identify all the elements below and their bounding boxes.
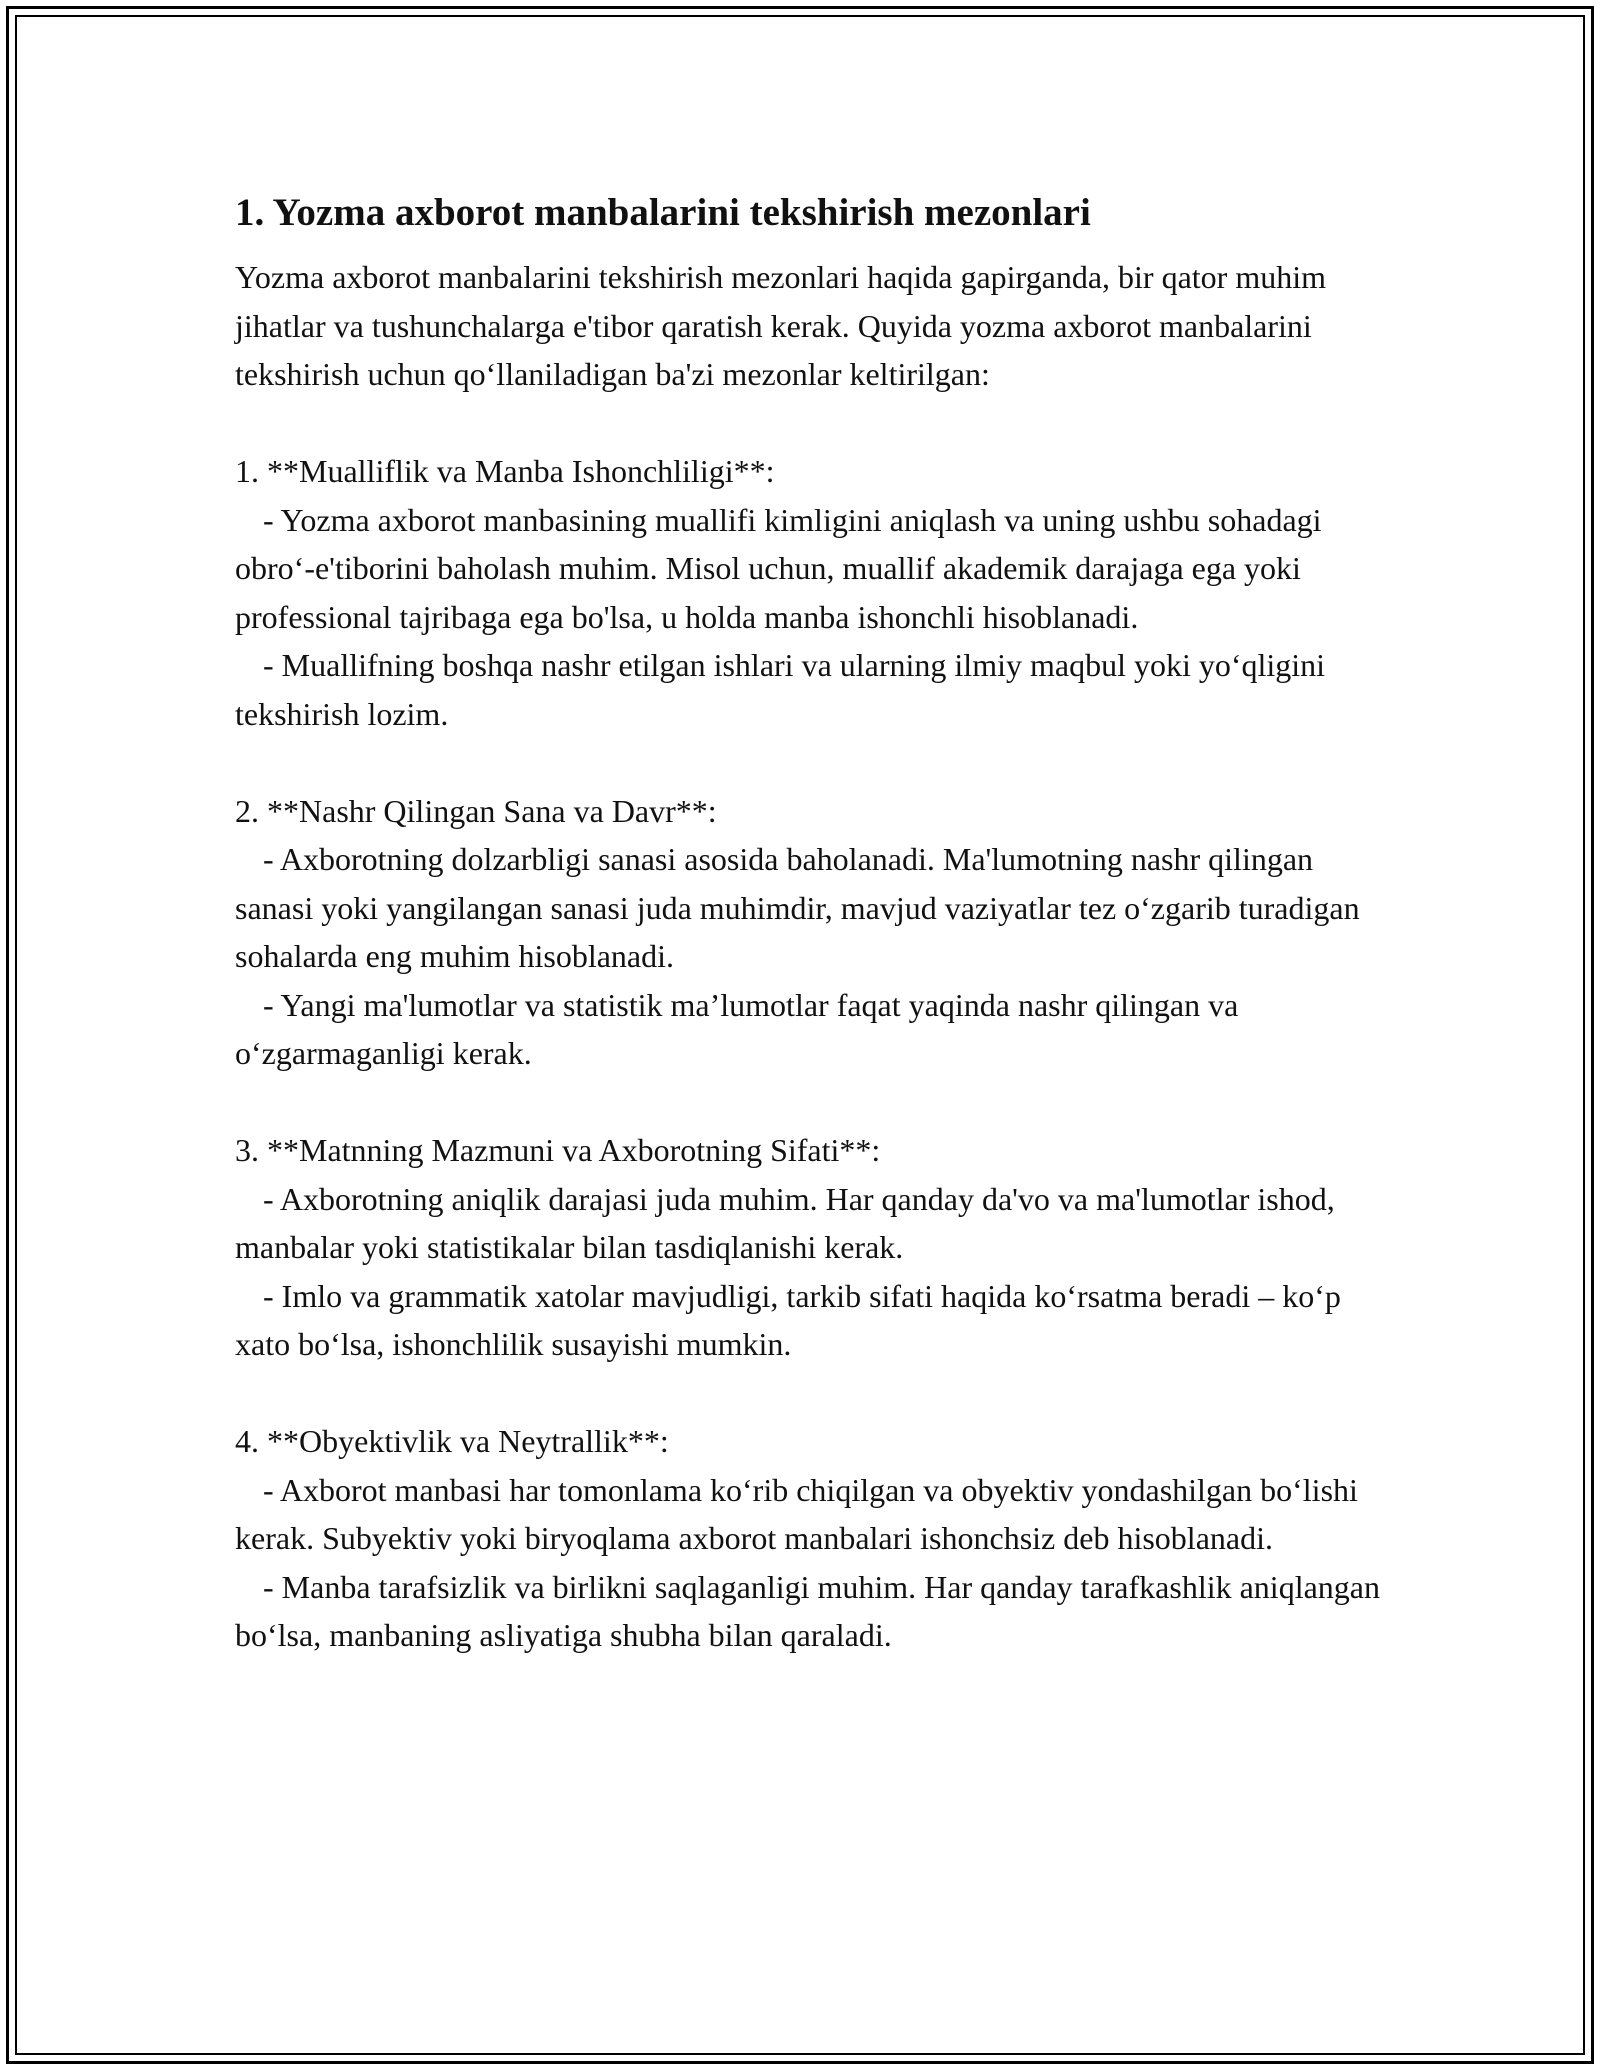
document-body: [235, 185, 1385, 1660]
section-publication-date: [235, 787, 1385, 1078]
intro-paragraph: Yozma axborot manbalarini tekshirish mezonlari haqida gapirganda, bir qator muhim jihatlar va tushunchalarga e'tibor qaratish kerak. Quyida yozma axborot manbalarini tekshirish uchun qo‘llaniladigan ba'zi mezonlar keltirilgan:: [235, 259, 1326, 392]
section-bullet: - Axborotning aniqlik darajasi juda muhim. Har qanday da'vo va ma'lumotlar ishod, manbalar yoki statistikalar bilan tasdiqlanishi kerak.: [235, 1180, 1335, 1265]
section-authorship: [235, 447, 1385, 738]
section-heading: 4. **Obyektivlik va Neytrallik**:: [235, 1423, 669, 1459]
document-title: 1. Yozma axborot manbalarini tekshirish mezonlari: [235, 191, 1091, 234]
section-bullet: - Axborot manbasi har tomonlama ko‘rib chiqilgan va obyektiv yondashilgan bo‘lishi kerak. Subyektiv yoki biryoqlama axborot manbalari ishonchsiz deb hisoblanadi.: [235, 1471, 1358, 1556]
section-bullet: - Muallifning boshqa nashr etilgan ishlari va ularning ilmiy maqbul yoki yo‘qligini tekshirish lozim.: [235, 647, 1326, 732]
section-content-quality: [235, 1126, 1385, 1369]
section-heading: 1. **Mualliflik va Manba Ishonchliligi**:: [235, 453, 775, 489]
section-heading: 3. **Matnning Mazmuni va Axborotning Sifati**:: [235, 1132, 881, 1168]
section-bullet: - Axborotning dolzarbligi sanasi asosida baholanadi. Ma'lumotning nashr qilingan sanasi yoki yangilangan sanasi juda muhimdir, mavjud vaziyatlar tez o‘zgarib turadigan sohalarda eng muhim hisoblanadi.: [235, 841, 1360, 974]
section-objectivity: [235, 1417, 1385, 1660]
section-bullet: - Manba tarafsizlik va birlikni saqlaganligi muhim. Har qanday tarafkashlik aniqlangan bo‘lsa, manbaning asliyatiga shubha bilan qaraladi.: [235, 1568, 1380, 1653]
section-bullet: - Yangi ma'lumotlar va statistik ma’lumotlar faqat yaqinda nashr qilingan va o‘zgarmaganligi kerak.: [235, 986, 1239, 1071]
section-heading: 2. **Nashr Qilingan Sana va Davr**:: [235, 792, 717, 829]
section-bullet: - Yozma axborot manbasining muallifi kimligini aniqlash va uning ushbu sohadagi obro‘-e'tiborini baholash muhim. Misol uchun, muallif akademik darajaga ega yoki professional tajribaga ega bo'lsa, u holda manba ishonchli hisoblanadi.: [235, 501, 1322, 635]
section-bullet: - Imlo va grammatik xatolar mavjudligi, tarkib sifati haqida ko‘rsatma beradi – ko‘p xato bo‘lsa, ishonchlilik susayishi mumkin.: [235, 1277, 1341, 1362]
